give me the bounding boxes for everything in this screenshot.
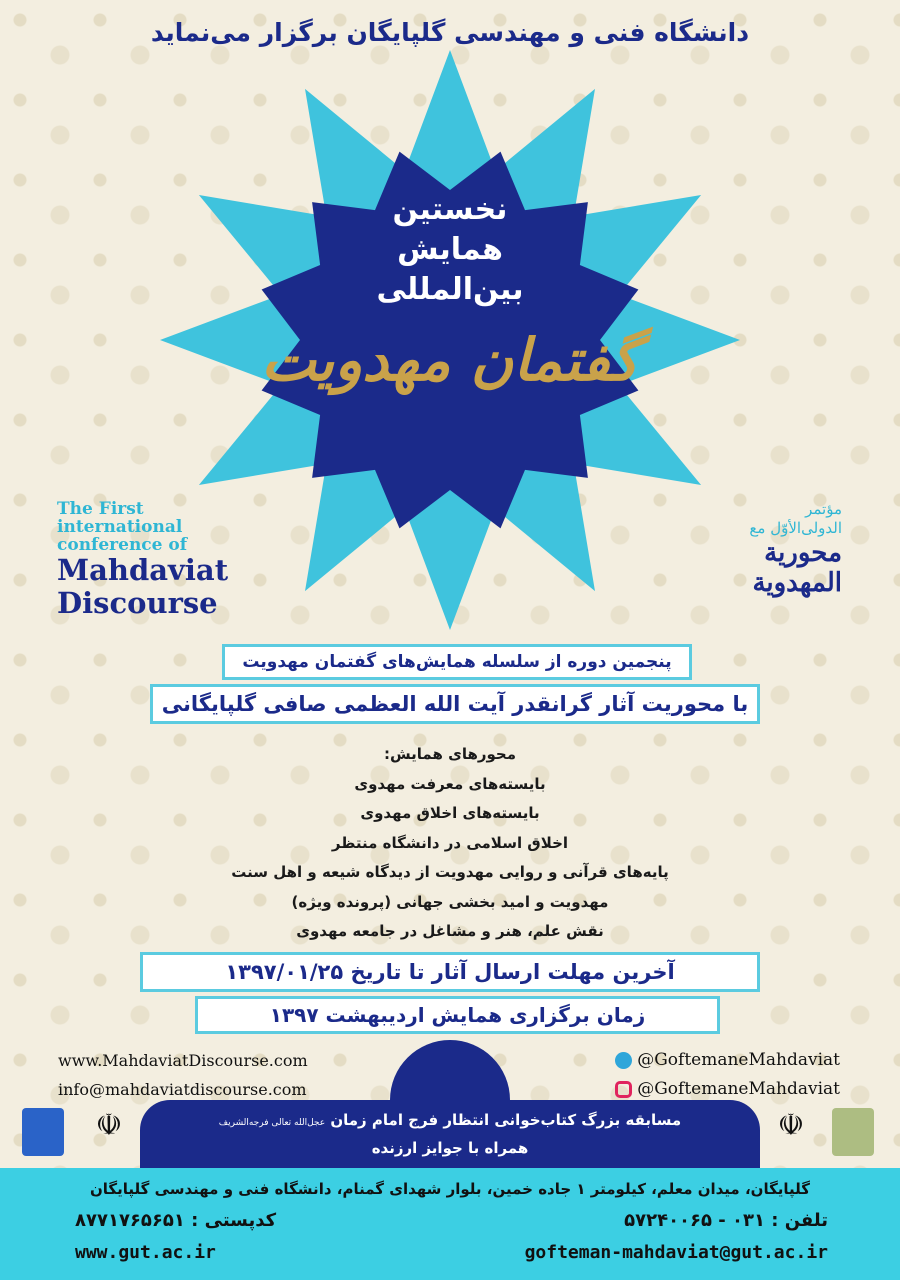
organizer-title: دانشگاه فنی و مهندسی گلپایگان برگزار می‌نماید (150, 18, 750, 47)
en-line: Discourse (57, 586, 218, 620)
series-box-line2: با محوریت آثار گرانقدر آیت الله العظمی صافی گلپایگانی (150, 684, 760, 724)
topic-item: مهدویت و امید بخشی جهانی (پرونده ویژه) (291, 892, 609, 911)
instagram-handle: @GoftemaneMahdaviat (637, 1079, 840, 1099)
contest-text (140, 1108, 760, 1161)
footer-website-link[interactable]: www.gut.ac.ir (75, 1242, 216, 1263)
alzahra-logo (22, 1108, 64, 1156)
deadline-box: آخرین مهلت ارسال آثار تا تاریخ ۱۳۹۷/۰۱/۲۵ (140, 952, 760, 992)
ar-line: محوریة (764, 538, 842, 568)
star-line-1: نخستین (392, 192, 508, 227)
footer (0, 1168, 900, 1280)
topic-item: بایسته‌های معرفت مهدوی (354, 774, 546, 793)
ar-line: مؤتمر (805, 500, 842, 518)
address: گلپایگان، میدان معلم، کیلومتر ۱ جاده خمین، بلوار شهدای گمنام، دانشگاه فنی و مهندسی گلپایگان (89, 1180, 811, 1198)
phone: تلفن : ۰۳۱ - ۵۷۲۴۰۰۶۵ (624, 1210, 828, 1231)
en-line: The First (57, 499, 144, 519)
contest-honorific: عجل‌الله تعالی فرجه‌الشریف (218, 1118, 326, 1128)
web-links (58, 1046, 308, 1104)
telegram-icon (615, 1052, 632, 1069)
series-box-line1: پنجمین دوره از سلسله همایش‌های گفتمان مهدویت (222, 644, 692, 680)
website-link[interactable]: www.MahdaviatDiscourse.com (58, 1051, 308, 1070)
ar-line: الدولی‌الأوّل مع (749, 519, 842, 537)
telegram-link[interactable] (615, 1046, 840, 1075)
social-links (615, 1046, 840, 1104)
telegram-handle: @GoftemaneMahdaviat (637, 1050, 840, 1070)
instagram-icon (615, 1081, 632, 1098)
en-line: Mahdaviat (57, 553, 229, 587)
iran-emblem-icon: ☫ (777, 1108, 805, 1143)
star-heading (0, 190, 900, 310)
topic-item: نقش علم، هنر و مشاغل در جامعه مهدوی (296, 922, 604, 940)
postal-code: کدپستی : ۸۷۷۱۷۶۵۶۵۱ (75, 1210, 277, 1231)
star-line-2: همایش (397, 232, 503, 267)
arabic-title (749, 500, 842, 598)
contest-line2: همراه با جوایز ارزنده (371, 1139, 529, 1157)
ar-line: المهدویة (752, 568, 842, 598)
calligraphy-logo: گفتمان مهدویت (261, 326, 639, 394)
en-line: conference of (57, 535, 188, 555)
event-date-box: زمان برگزاری همایش اردیبهشت ۱۳۹۷ (195, 996, 720, 1034)
topic-item: بایسته‌های اخلاق مهدوی (360, 804, 540, 822)
topics-list (0, 740, 900, 947)
contest-line1: مسابقه بزرگ کتاب‌خوانی انتظار فرج امام زمان (330, 1111, 682, 1129)
jamkaran-logo (832, 1108, 874, 1156)
star-line-3: بین‌المللی (376, 272, 524, 307)
topics-heading: محورهای همایش: (383, 745, 517, 763)
email-link[interactable]: info@mahdaviatdiscourse.com (58, 1080, 307, 1099)
footer-email-link[interactable]: gofteman-mahdaviat@gut.ac.ir (524, 1242, 828, 1263)
en-line: international (57, 517, 183, 537)
english-title (57, 500, 228, 620)
iran-emblem-icon: ☫ (95, 1108, 123, 1143)
topic-item: پایه‌های قرآنی و روایی مهدویت از دیدگاه شیعه و اهل سنت (231, 863, 669, 881)
topic-item: اخلاق اسلامی در دانشگاه منتظر (331, 833, 569, 852)
